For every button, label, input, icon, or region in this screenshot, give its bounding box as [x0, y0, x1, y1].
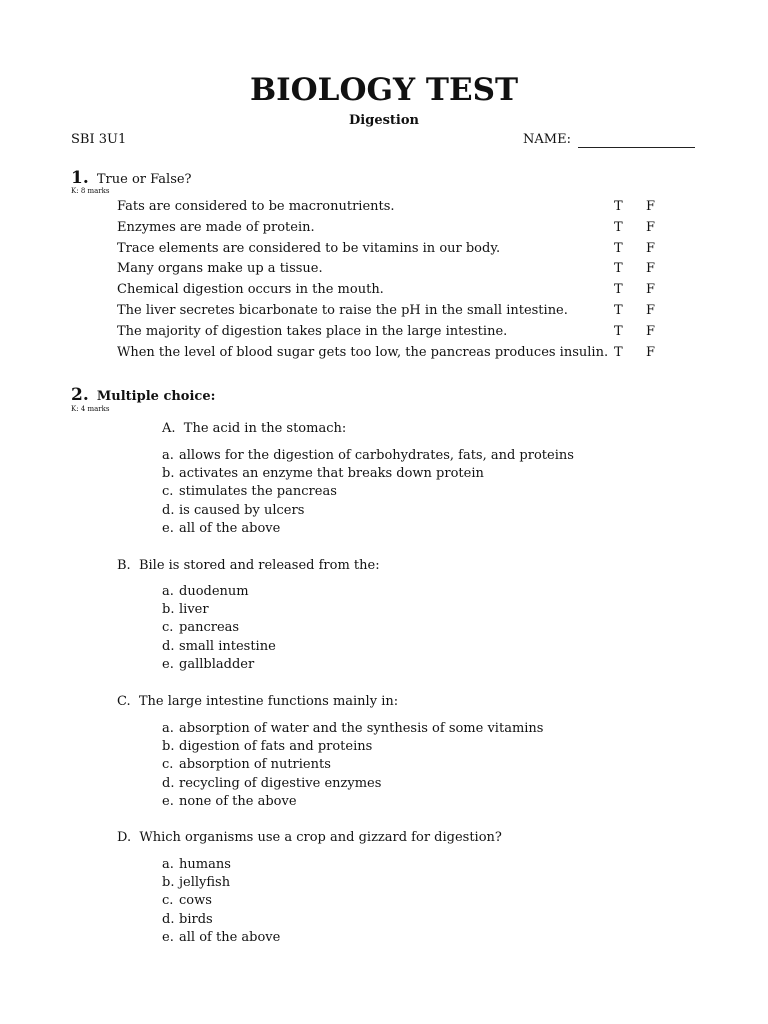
option-letter: b.: [162, 602, 175, 618]
option-text: activates an enzyme that breaks down protein: [179, 466, 484, 482]
tf-item: [117, 199, 677, 220]
option-letter: c.: [162, 620, 174, 636]
answer-option[interactable]: [162, 466, 574, 484]
option-letter: c.: [162, 893, 174, 909]
false-option[interactable]: F: [646, 261, 656, 277]
page-subtitle: Digestion: [349, 113, 419, 128]
option-letter: e.: [162, 520, 174, 536]
option-text: duodenum: [179, 584, 249, 599]
section-2-number: 2.: [71, 385, 89, 405]
option-letter: b.: [162, 739, 175, 755]
option-letter: d.: [162, 911, 175, 927]
section-2-heading: [71, 385, 215, 405]
true-option[interactable]: T: [614, 219, 623, 235]
answer-option[interactable]: [162, 602, 276, 620]
option-text: all of the above: [179, 929, 281, 945]
tf-statement: When the level of blood sugar gets too low, the pancreas produces insulin.: [117, 344, 609, 360]
option-letter: c.: [162, 484, 174, 500]
option-text: recycling of digestive enzymes: [179, 775, 382, 791]
option-text: allows for the digestion of carbohydrates, fats, and proteins: [179, 448, 574, 463]
option-text: none of the above: [179, 793, 297, 809]
option-text: absorption of water and the synthesis of some vitamins: [179, 721, 544, 736]
true-option[interactable]: T: [614, 323, 623, 339]
tf-statement: Enzymes are made of protein.: [117, 219, 315, 235]
option-text: jellyfish: [179, 875, 231, 891]
option-text: stimulates the pancreas: [179, 484, 337, 500]
option-letter: e.: [162, 929, 174, 945]
true-option[interactable]: T: [614, 302, 623, 318]
tf-statement: Chemical digestion occurs in the mouth.: [117, 282, 384, 298]
tf-item: [117, 220, 677, 241]
section-1-marks: K: 8 marks: [71, 187, 110, 195]
answer-option[interactable]: [162, 503, 574, 521]
answer-option[interactable]: [162, 639, 276, 657]
option-text: birds: [179, 911, 213, 927]
option-letter: b.: [162, 875, 175, 891]
course-code: SBI 3U1: [71, 132, 127, 147]
option-text: gallbladder: [179, 656, 255, 672]
section-2-title: Multiple choice:: [96, 389, 216, 404]
option-letter: e.: [162, 793, 174, 809]
true-false-list: [117, 199, 677, 365]
answer-option[interactable]: [162, 776, 543, 794]
false-option[interactable]: F: [646, 219, 656, 235]
answer-option[interactable]: [162, 721, 543, 739]
tf-item: [117, 303, 677, 324]
question-letter: D.: [117, 830, 132, 845]
false-option[interactable]: F: [646, 240, 656, 256]
question-letter: C.: [117, 694, 131, 709]
answer-option[interactable]: [162, 912, 280, 930]
option-letter: a.: [162, 857, 174, 872]
option-text: absorption of nutrients: [179, 757, 331, 773]
answer-option[interactable]: [162, 875, 280, 893]
section-2-marks: K: 4 marks: [71, 405, 110, 413]
answer-option[interactable]: [162, 857, 280, 875]
option-letter: d.: [162, 775, 175, 791]
option-letter: d.: [162, 502, 175, 518]
page-title: BIOLOGY TEST: [249, 72, 519, 108]
section-1-number: 1.: [71, 168, 89, 188]
question-a-options: [162, 448, 574, 539]
section-1-heading: [71, 168, 192, 188]
question-d-options: [162, 857, 280, 948]
tf-statement: The majority of digestion takes place in the large intestine.: [117, 323, 508, 339]
option-text: is caused by ulcers: [179, 502, 305, 518]
option-text: pancreas: [179, 620, 240, 636]
tf-item: [117, 261, 677, 282]
false-option[interactable]: F: [646, 323, 656, 339]
question-c: [117, 694, 398, 709]
option-text: liver: [179, 602, 209, 618]
tf-statement: The liver secretes bicarbonate to raise the pH in the small intestine.: [117, 302, 568, 318]
option-letter: d.: [162, 638, 175, 654]
false-option[interactable]: F: [646, 302, 656, 318]
false-option[interactable]: F: [646, 199, 656, 214]
true-option[interactable]: T: [614, 240, 623, 256]
option-text: humans: [179, 857, 231, 872]
question-text: The acid in the stomach:: [183, 421, 347, 436]
question-text: Bile is stored and released from the:: [138, 558, 380, 573]
false-option[interactable]: F: [646, 282, 656, 298]
answer-option[interactable]: [162, 448, 574, 466]
answer-option[interactable]: [162, 657, 276, 675]
tf-statement: Fats are considered to be macronutrients.: [117, 199, 395, 214]
true-option[interactable]: T: [614, 199, 623, 214]
question-b-options: [162, 584, 276, 675]
question-text: The large intestine functions mainly in:: [138, 694, 399, 709]
true-option[interactable]: T: [614, 282, 623, 298]
option-letter: a.: [162, 448, 174, 463]
answer-option[interactable]: [162, 794, 543, 812]
option-letter: a.: [162, 584, 174, 599]
question-d: [117, 830, 502, 845]
answer-option[interactable]: [162, 620, 276, 638]
tf-item: [117, 324, 677, 345]
answer-option[interactable]: [162, 739, 543, 757]
tf-statement: Trace elements are considered to be vitamins in our body.: [117, 240, 501, 256]
tf-item: [117, 282, 677, 303]
answer-option[interactable]: [162, 930, 280, 948]
option-letter: b.: [162, 466, 175, 482]
option-text: small intestine: [179, 638, 276, 654]
option-letter: a.: [162, 721, 174, 736]
question-b: [117, 558, 380, 573]
question-text: Which organisms use a crop and gizzard for digestion?: [139, 830, 502, 845]
question-letter: A.: [162, 421, 176, 436]
name-blank-line[interactable]: [578, 147, 695, 148]
true-option[interactable]: T: [614, 344, 623, 360]
option-text: all of the above: [179, 520, 281, 536]
answer-option[interactable]: [162, 893, 280, 911]
option-text: cows: [179, 893, 212, 909]
tf-item: [117, 345, 677, 366]
answer-option[interactable]: [162, 484, 574, 502]
answer-option[interactable]: [162, 757, 543, 775]
option-letter: c.: [162, 757, 174, 773]
answer-option[interactable]: [162, 584, 276, 602]
name-label: NAME:: [523, 132, 571, 147]
option-letter: e.: [162, 656, 174, 672]
question-a: [162, 421, 346, 436]
section-1-title: True or False?: [96, 172, 192, 187]
question-c-options: [162, 721, 543, 812]
false-option[interactable]: F: [646, 344, 656, 360]
answer-option[interactable]: [162, 521, 574, 539]
option-text: digestion of fats and proteins: [179, 739, 373, 755]
true-option[interactable]: T: [614, 261, 623, 277]
tf-item: [117, 241, 677, 262]
tf-statement: Many organs make up a tissue.: [117, 261, 323, 277]
question-letter: B.: [117, 558, 131, 573]
